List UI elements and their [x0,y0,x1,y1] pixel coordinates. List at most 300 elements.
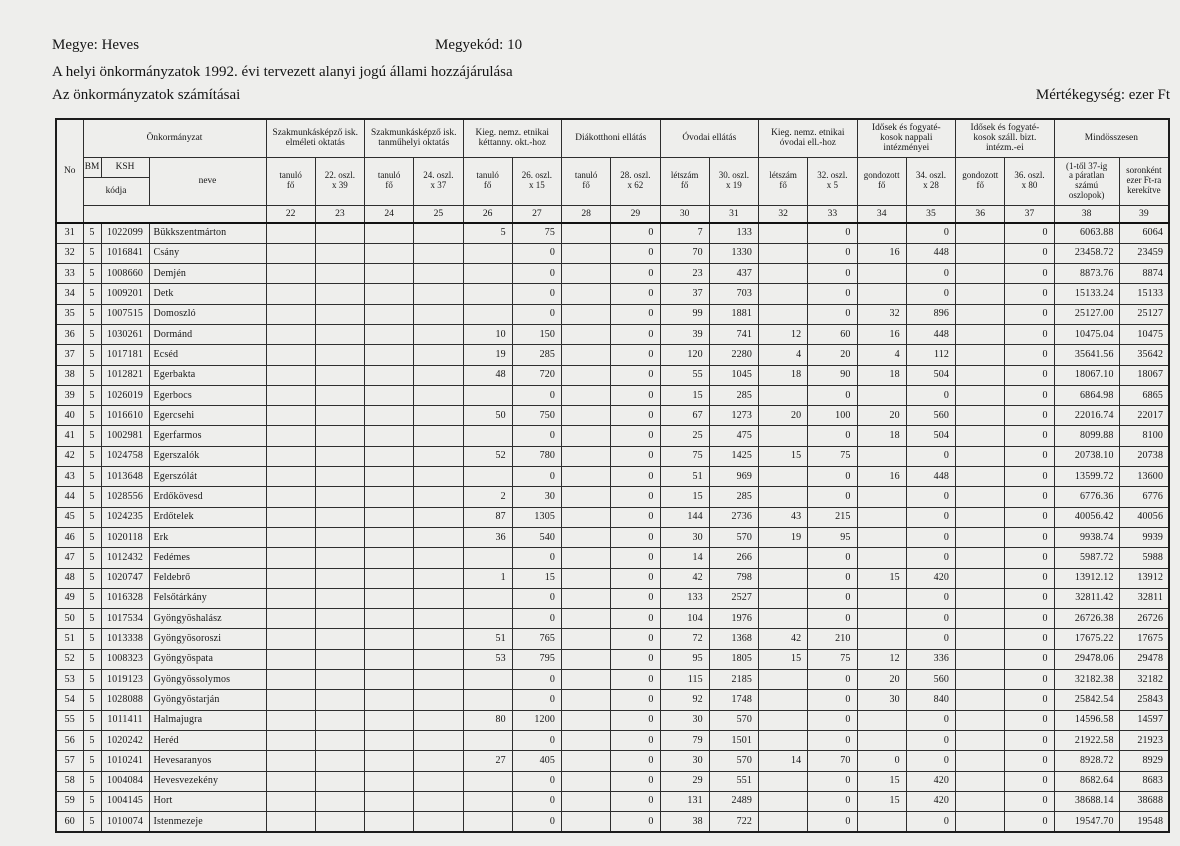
cell-col-28 [562,751,611,771]
cell-ksh: 1011411 [101,710,149,730]
cell-col-25 [414,406,463,426]
cell-col-36 [956,365,1005,385]
cell-col-34: 16 [857,467,906,487]
table-row [56,243,1169,263]
cell-name: Csány [149,243,266,263]
col-subheader: létszám fő [660,157,709,205]
cell-ksh: 1008660 [101,264,149,284]
cell-col-31: 285 [709,385,758,405]
cell-col-32: 15 [759,446,808,466]
cell-col-38: 13912.12 [1054,568,1119,588]
cell-no: 59 [56,791,83,811]
cell-col-38: 6776.36 [1054,487,1119,507]
cell-col-38: 14596.58 [1054,710,1119,730]
col-subheader: soronként ezer Ft-ra kerekítve [1119,157,1169,205]
cell-col-35: 0 [906,446,955,466]
col-subheader: gondozott fő [857,157,906,205]
cell-bm: 5 [83,406,101,426]
cell-col-35: 0 [906,548,955,568]
cell-col-24 [365,487,414,507]
cell-col-26: 48 [463,365,512,385]
cell-no: 50 [56,609,83,629]
cell-col-34 [857,487,906,507]
col-group-header: Mindösszesen [1054,119,1169,157]
cell-col-31: 2280 [709,345,758,365]
cell-col-38: 26726.38 [1054,609,1119,629]
cell-col-29: 0 [611,426,660,446]
cell-col-22 [266,345,315,365]
cell-col-22 [266,588,315,608]
cell-col-34: 15 [857,771,906,791]
cell-no: 33 [56,264,83,284]
cell-col-28 [562,324,611,344]
col-subheader: (1-től 37-ig a páratlan számú oszlopok) [1054,157,1119,205]
cell-col-38: 38688.14 [1054,791,1119,811]
cell-col-27: 30 [512,487,561,507]
cell-col-26: 2 [463,487,512,507]
cell-col-23 [315,406,364,426]
cell-col-37: 0 [1005,751,1054,771]
cell-col-25 [414,629,463,649]
cell-col-29: 0 [611,406,660,426]
cell-col-23 [315,264,364,284]
cell-no: 36 [56,324,83,344]
cell-col-30: 70 [660,243,709,263]
cell-name: Demjén [149,264,266,284]
cell-col-31: 1425 [709,446,758,466]
cell-col-37: 0 [1005,609,1054,629]
cell-no: 42 [56,446,83,466]
cell-name: Hevesvezekény [149,771,266,791]
cell-col-26 [463,771,512,791]
cell-col-37: 0 [1005,446,1054,466]
cell-col-25 [414,487,463,507]
cell-col-33: 100 [808,406,857,426]
cell-col-30: 67 [660,406,709,426]
cell-bm: 5 [83,345,101,365]
cell-col-38: 23458.72 [1054,243,1119,263]
cell-col-39: 18067 [1119,365,1169,385]
cell-col-38: 40056.42 [1054,507,1119,527]
cell-col-39: 29478 [1119,649,1169,669]
cell-col-23 [315,812,364,832]
cell-col-28 [562,487,611,507]
cell-bm: 5 [83,243,101,263]
cell-col-36 [956,690,1005,710]
cell-col-25 [414,568,463,588]
county-label: Megye: Heves [52,37,140,53]
cell-col-34 [857,730,906,750]
cell-col-30: 30 [660,751,709,771]
cell-col-35: 448 [906,467,955,487]
cell-col-29: 0 [611,527,660,547]
cell-col-24 [365,446,414,466]
cell-col-25 [414,264,463,284]
cell-ksh: 1016328 [101,588,149,608]
cell-col-30: 15 [660,385,709,405]
col-number: 33 [808,205,857,223]
col-subheader: tanuló fő [266,157,315,205]
cell-col-31: 437 [709,264,758,284]
cell-col-39: 8874 [1119,264,1169,284]
cell-col-26 [463,609,512,629]
cell-col-33: 215 [808,507,857,527]
cell-col-32: 4 [759,345,808,365]
cell-col-39: 13912 [1119,568,1169,588]
table-row [56,264,1169,284]
table-row [56,507,1169,527]
cell-col-26 [463,264,512,284]
col-subheader: tanuló fő [562,157,611,205]
cell-bm: 5 [83,426,101,446]
cell-col-32: 18 [759,365,808,385]
cell-col-39: 6865 [1119,385,1169,405]
cell-col-36 [956,406,1005,426]
cell-col-32 [759,548,808,568]
cell-col-39: 13600 [1119,467,1169,487]
cell-col-29: 0 [611,304,660,324]
col-subheader: létszám fő [759,157,808,205]
cell-col-27: 75 [512,223,561,243]
cell-col-30: 30 [660,527,709,547]
cell-col-22 [266,670,315,690]
col-number: 37 [1005,205,1054,223]
cell-col-26: 50 [463,406,512,426]
cell-col-26 [463,690,512,710]
cell-col-25 [414,284,463,304]
cell-col-35: 504 [906,365,955,385]
cell-col-36 [956,507,1005,527]
cell-col-33: 0 [808,609,857,629]
cell-col-27: 0 [512,467,561,487]
cell-col-22 [266,284,315,304]
cell-name: Erdőkövesd [149,487,266,507]
cell-col-31: 1045 [709,365,758,385]
cell-col-25 [414,710,463,730]
cell-col-26 [463,304,512,324]
cell-col-31: 1368 [709,629,758,649]
cell-col-29: 0 [611,385,660,405]
cell-col-38: 17675.22 [1054,629,1119,649]
table-row [56,446,1169,466]
cell-col-32 [759,223,808,243]
col-header-bm: BM [83,157,101,177]
cell-col-38: 25127.00 [1054,304,1119,324]
cell-col-26 [463,670,512,690]
cell-col-35: 0 [906,264,955,284]
table-row [56,568,1169,588]
cell-bm: 5 [83,385,101,405]
col-group-header: Szakmunkásképző isk. tanműhelyi oktatás [365,119,464,157]
cell-col-29: 0 [611,771,660,791]
cell-col-22 [266,771,315,791]
cell-col-27: 795 [512,649,561,669]
cell-col-39: 26726 [1119,609,1169,629]
cell-no: 44 [56,487,83,507]
cell-col-23 [315,670,364,690]
cell-col-30: 131 [660,791,709,811]
cell-col-38: 6063.88 [1054,223,1119,243]
cell-col-24 [365,324,414,344]
cell-col-22 [266,304,315,324]
cell-col-32 [759,710,808,730]
cell-col-28 [562,568,611,588]
cell-col-27: 0 [512,690,561,710]
cell-col-35: 336 [906,649,955,669]
cell-col-36 [956,649,1005,669]
cell-col-29: 0 [611,649,660,669]
cell-col-22 [266,324,315,344]
cell-col-39: 17675 [1119,629,1169,649]
cell-col-31: 570 [709,710,758,730]
cell-no: 34 [56,284,83,304]
cell-col-26: 10 [463,324,512,344]
cell-no: 51 [56,629,83,649]
cell-col-31: 703 [709,284,758,304]
cell-col-33: 0 [808,284,857,304]
cell-col-27: 720 [512,365,561,385]
cell-col-31: 2185 [709,670,758,690]
cell-name: Egerbakta [149,365,266,385]
cell-col-38: 8682.64 [1054,771,1119,791]
cell-col-28 [562,345,611,365]
cell-col-24 [365,385,414,405]
cell-col-27: 1305 [512,507,561,527]
cell-col-33: 0 [808,670,857,690]
cell-col-25 [414,751,463,771]
cell-col-35: 0 [906,385,955,405]
table-row [56,345,1169,365]
col-number-blank [83,205,266,223]
cell-name: Hort [149,791,266,811]
cell-col-35: 0 [906,730,955,750]
unit-label: Mértékegység: ezer Ft [1035,87,1170,103]
table-row [56,609,1169,629]
cell-col-35: 0 [906,812,955,832]
table-row [56,791,1169,811]
table-row [56,284,1169,304]
cell-col-22 [266,812,315,832]
cell-col-25 [414,385,463,405]
cell-col-34: 18 [857,365,906,385]
cell-col-32 [759,426,808,446]
cell-col-32 [759,588,808,608]
cell-col-27: 15 [512,568,561,588]
cell-ksh: 1010241 [101,751,149,771]
cell-col-38: 8099.88 [1054,426,1119,446]
cell-name: Gyöngyöstarján [149,690,266,710]
cell-col-37: 0 [1005,791,1054,811]
cell-col-27: 780 [512,446,561,466]
cell-col-23 [315,426,364,446]
cell-col-27: 0 [512,670,561,690]
table-body [56,223,1169,832]
cell-col-39: 32182 [1119,670,1169,690]
cell-col-34: 0 [857,751,906,771]
cell-ksh: 1030261 [101,324,149,344]
cell-col-26 [463,588,512,608]
cell-bm: 5 [83,568,101,588]
cell-col-28 [562,406,611,426]
table-row [56,223,1169,243]
cell-col-37: 0 [1005,345,1054,365]
cell-col-28 [562,223,611,243]
cell-col-27: 0 [512,426,561,446]
cell-name: Egerszólát [149,467,266,487]
table-row [56,365,1169,385]
cell-col-23 [315,588,364,608]
col-subheader: 22. oszl. x 39 [315,157,364,205]
cell-col-36 [956,487,1005,507]
cell-ksh: 1004145 [101,791,149,811]
cell-col-22 [266,446,315,466]
cell-col-30: 37 [660,284,709,304]
cell-col-29: 0 [611,730,660,750]
cell-col-29: 0 [611,324,660,344]
cell-col-29: 0 [611,243,660,263]
cell-col-35: 112 [906,345,955,365]
cell-col-31: 722 [709,812,758,832]
cell-col-34 [857,446,906,466]
cell-col-36 [956,710,1005,730]
cell-col-23 [315,609,364,629]
cell-col-33: 0 [808,812,857,832]
cell-col-29: 0 [611,791,660,811]
cell-col-30: 133 [660,588,709,608]
cell-col-33: 0 [808,304,857,324]
cell-col-29: 0 [611,670,660,690]
cell-col-37: 0 [1005,670,1054,690]
cell-col-24 [365,507,414,527]
cell-col-31: 285 [709,487,758,507]
cell-col-37: 0 [1005,487,1054,507]
cell-ksh: 1016841 [101,243,149,263]
cell-col-39: 32811 [1119,588,1169,608]
cell-bm: 5 [83,324,101,344]
cell-col-31: 475 [709,426,758,446]
cell-col-37: 0 [1005,385,1054,405]
cell-col-27: 0 [512,385,561,405]
cell-col-39: 14597 [1119,710,1169,730]
cell-col-26: 27 [463,751,512,771]
cell-bm: 5 [83,730,101,750]
cell-col-25 [414,527,463,547]
cell-col-33: 0 [808,467,857,487]
cell-col-24 [365,670,414,690]
cell-col-35: 420 [906,771,955,791]
cell-bm: 5 [83,588,101,608]
document-title: A helyi önkormányzatok 1992. évi tervezett alanyi jogú állami hozzájárulása [52,64,513,80]
cell-col-36 [956,568,1005,588]
cell-col-24 [365,345,414,365]
cell-col-29: 0 [611,487,660,507]
cell-col-37: 0 [1005,426,1054,446]
cell-col-34: 12 [857,649,906,669]
col-subheader: 36. oszl. x 80 [1005,157,1054,205]
cell-col-38: 6864.98 [1054,385,1119,405]
cell-col-24 [365,467,414,487]
cell-col-39: 35642 [1119,345,1169,365]
cell-col-36 [956,588,1005,608]
cell-col-37: 0 [1005,365,1054,385]
cell-col-33: 210 [808,629,857,649]
cell-name: Gyöngyösoroszi [149,629,266,649]
cell-col-32 [759,730,808,750]
cell-col-22 [266,568,315,588]
cell-col-27: 0 [512,588,561,608]
col-group-header: Kieg. nemz. etnikai kéttanny. okt.-hoz [463,119,562,157]
cell-col-25 [414,507,463,527]
col-number: 29 [611,205,660,223]
cell-col-31: 798 [709,568,758,588]
table-row [56,406,1169,426]
cell-col-35: 0 [906,751,955,771]
cell-col-38: 35641.56 [1054,345,1119,365]
cell-col-34 [857,710,906,730]
cell-col-36 [956,243,1005,263]
cell-col-36 [956,223,1005,243]
cell-name: Bükkszentmárton [149,223,266,243]
cell-col-25 [414,812,463,832]
cell-col-26 [463,548,512,568]
cell-col-23 [315,365,364,385]
cell-col-36 [956,527,1005,547]
cell-ksh: 1013648 [101,467,149,487]
cell-col-32: 43 [759,507,808,527]
cell-col-35: 0 [906,710,955,730]
cell-ksh: 1019123 [101,670,149,690]
table-row [56,324,1169,344]
cell-col-23 [315,629,364,649]
cell-col-22 [266,690,315,710]
cell-col-23 [315,771,364,791]
cell-col-36 [956,548,1005,568]
cell-col-24 [365,710,414,730]
cell-col-30: 120 [660,345,709,365]
cell-col-23 [315,324,364,344]
cell-col-29: 0 [611,629,660,649]
cell-col-33: 90 [808,365,857,385]
cell-col-34 [857,629,906,649]
cell-col-37: 0 [1005,507,1054,527]
cell-ksh: 1028088 [101,690,149,710]
cell-col-34: 16 [857,324,906,344]
cell-col-29: 0 [611,812,660,832]
cell-col-24 [365,243,414,263]
cell-no: 37 [56,345,83,365]
cell-col-31: 741 [709,324,758,344]
cell-name: Halmajugra [149,710,266,730]
cell-col-26: 87 [463,507,512,527]
cell-col-32 [759,304,808,324]
cell-col-39: 40056 [1119,507,1169,527]
cell-ksh: 1010074 [101,812,149,832]
cell-col-34: 32 [857,304,906,324]
cell-col-38: 32811.42 [1054,588,1119,608]
cell-no: 52 [56,649,83,669]
cell-col-39: 8929 [1119,751,1169,771]
cell-col-34 [857,264,906,284]
cell-col-22 [266,223,315,243]
cell-col-30: 39 [660,324,709,344]
table-row [56,730,1169,750]
cell-col-34 [857,507,906,527]
cell-col-38: 8928.72 [1054,751,1119,771]
cell-col-39: 6776 [1119,487,1169,507]
cell-col-27: 0 [512,548,561,568]
cell-col-35: 560 [906,406,955,426]
cell-col-32 [759,771,808,791]
